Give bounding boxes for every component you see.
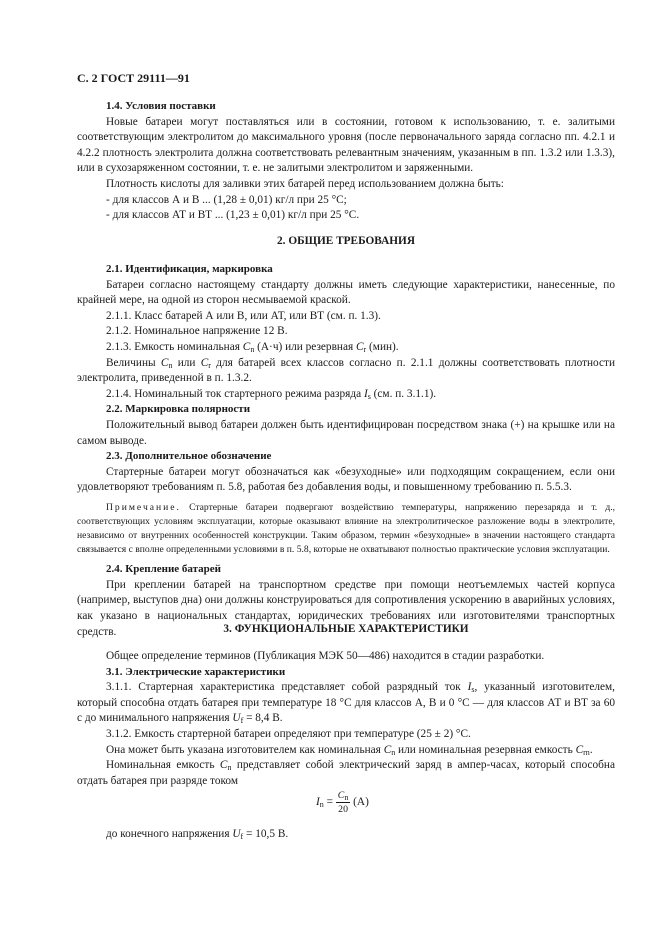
paragraph: 2.1.2. Номинальное напряжение 12 В. bbox=[106, 325, 288, 338]
section-2-1 bbox=[77, 262, 615, 640]
paragraph: Величины $С_n$ или $С_r$ для батарей всех классов согласно п. 2.1.1 должны соответствовать плотности электролита, приведенной в п. 1.3.2. bbox=[77, 356, 615, 385]
chapter-heading: 3. ФУНКЦИОНАЛЬНЫЕ ХАРАКТЕРИСТИКИ bbox=[223, 623, 469, 635]
paragraph: Она может быть указана изготовителем как номинальная $С_n$ или номинальная резервная емкость $С_{rn}$. bbox=[106, 743, 593, 757]
paragraph: Плотность кислоты для заливки этих батарей перед использованием должна быть: bbox=[106, 177, 504, 190]
paragraph: до конечного напряжения $U_f = 10,5$ В. bbox=[106, 828, 289, 841]
final-line bbox=[77, 827, 615, 843]
paragraph: Номинальная емкость $С_n$ представляет собой электрический заряд в ампер-часах, который способна отдать батарея при разряде током bbox=[77, 759, 615, 787]
paragraph: Стартерные батареи могут обозначаться как «безуходные» или подходящим сокращением, если они удовлетворяют требованиям п. 5.8, работая без добавления воды, и повышенному требованию п. 5.5.3. bbox=[77, 465, 615, 494]
paragraph: 2.1.1. Класс батарей А или В, или АТ, или ВТ (см. п. 1.3). bbox=[106, 309, 381, 322]
paragraph: Общее определение терминов (Публикация МЭК 50—486) находится в стадии разработки. bbox=[106, 650, 545, 662]
paragraph: 2.1.4. Номинальный ток стартерного режима разряда $I_s$ (см. п. 3.1.1). bbox=[106, 387, 437, 401]
section-heading: 2.4. Крепление батарей bbox=[106, 563, 222, 576]
list-item: - для классов А и В ... (1,28 ± 0,01) кг/л при 25 °С; bbox=[106, 193, 347, 206]
paragraph: 3.1.1. Стартерная характеристика представляет собой разрядный ток $I_s$, указанный изготовителем, который способна отдать батарея при температуре 18 °С для классов А, В и 0 °С — для классов АТ и ВТ за 60 с до минимального напряжения $U_f = 8,4$ В. bbox=[77, 681, 615, 726]
section-heading: 1.4. Условия поставки bbox=[106, 100, 216, 112]
page-header: С. 2 ГОСТ 29111—91 bbox=[77, 71, 190, 85]
paragraph: 2.1.3. Емкость номинальная $С_n$ (А·ч) или резервная $С_r$ (мин). bbox=[106, 340, 399, 354]
section-heading: 2.3. Дополнительное обозначение bbox=[106, 450, 272, 463]
section-heading: 3.1. Электрические характеристики bbox=[106, 665, 286, 678]
section-1-4 bbox=[77, 99, 615, 224]
paragraph: Батареи согласно настоящему стандарту должны иметь следующие характеристики, нанесенные, по крайней мере, на одной из сторон несмываемой краской. bbox=[77, 278, 615, 307]
section-heading: 2.1. Идентификация, маркировка bbox=[106, 263, 273, 275]
paragraph: При креплении батарей на транспортном средстве при помощи неотъемлемых частей корпуса (например, выступов дна) они должны конструироваться для сопротивления ускорению в аварийных условиях, как указано в национальных стандартах, юридических требованиях или изготовителями транспортных средств. bbox=[77, 578, 615, 638]
note-label: Примечание. bbox=[106, 501, 181, 513]
section-heading: 2.2. Маркировка полярности bbox=[106, 403, 251, 416]
paragraph: Положительный вывод батареи должен быть идентифицирован посредством знака (+) на крышке или на самом выводе. bbox=[77, 418, 615, 447]
fraction: $\frac{C_n}{20}$ bbox=[337, 790, 349, 815]
formula: $I_n$ = $\frac{C_n}{20}$ (A) bbox=[316, 790, 369, 815]
chapter-heading: 2. ОБЩИЕ ТРЕБОВАНИЯ bbox=[277, 235, 415, 247]
section-3 bbox=[77, 649, 615, 789]
paragraph: 3.1.2. Емкость стартерной батареи определяют при температуре (25 ± 2) °С. bbox=[106, 727, 471, 740]
paragraph: Новые батареи могут поставляться или в состоянии, готовом к использованию, т. е. залитыми соответствующим электролитом до максимального уровня (после первоначального заряда согласно пп. 4.2.1 и 4.2.2 плотность электролита должна соответствовать релевантным значениям, указанным в пп. 1.3.2 или 1.3.3), или в сухозаряженном состоянии, т. е. не залитыми электролитом и заряженными. bbox=[77, 115, 615, 175]
list-item: - для классов АТ и ВТ ... (1,23 ± 0,01) кг/л при 25 °С. bbox=[106, 209, 360, 222]
note: Примечание. Стартерные батареи подвергают воздействию температуры, напряжению перезаряда и т. д., соответствующих условиям эксплуатации, которые оказывают влияние на электролитическое разложение воды в электролите, независимо от внутренних особенностей конструкции. Таким образом, термин «безуходные» в значении настоящего стандарта связывается с вполне определенными условиями в п. 5.8, которые не охватывают полностью практические условия эксплуатации. bbox=[77, 501, 615, 556]
